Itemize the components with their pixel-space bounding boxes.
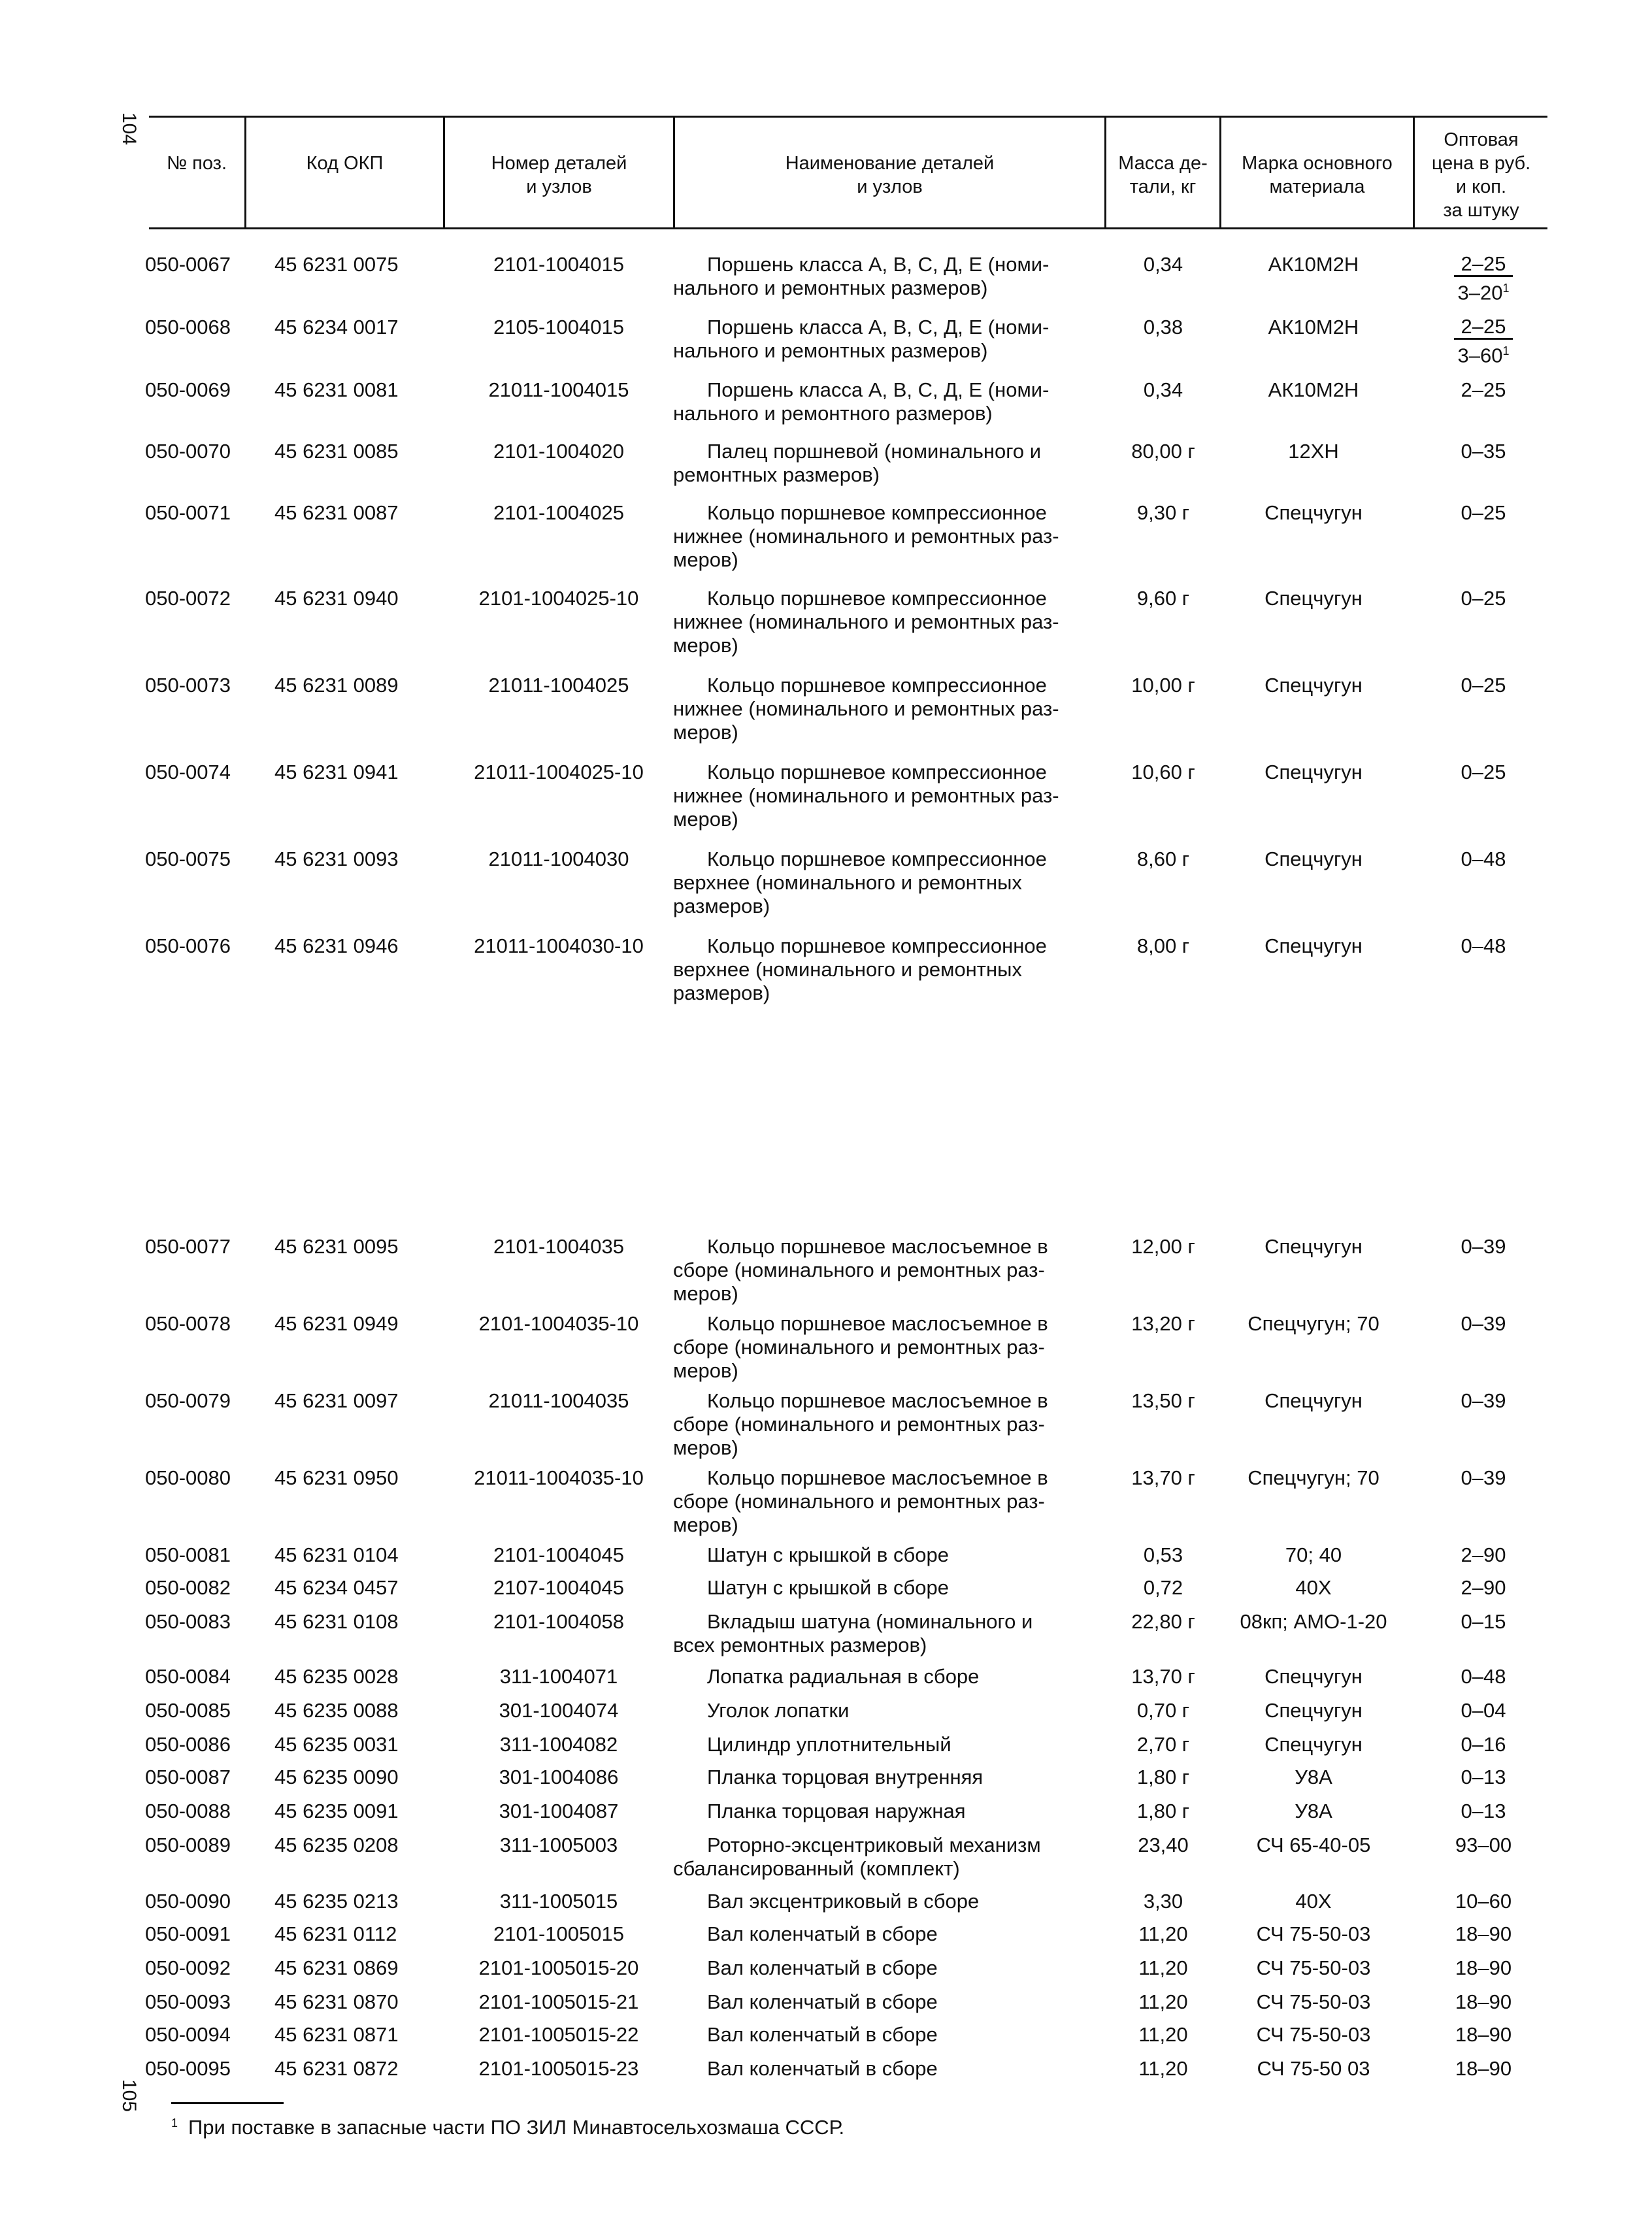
row-mass: 9,30 г xyxy=(1136,501,1190,524)
row-okp-code: 45 6231 0104 xyxy=(274,1543,399,1566)
row-mass: 13,70 г xyxy=(1131,1466,1195,1489)
row-price: 0–16 xyxy=(1461,1733,1506,1756)
row-mass: 8,60 г xyxy=(1136,848,1190,870)
row-part-name-line: меров) xyxy=(673,1436,738,1459)
header-part-line: Номер деталей xyxy=(491,153,627,174)
row-part-name xyxy=(673,848,1047,918)
row-material: СЧ 75-50-03 xyxy=(1256,2023,1371,2046)
row-mass: 11,20 xyxy=(1138,1922,1188,1945)
row-part-name-line: Вал коленчатый в сборе xyxy=(707,1990,938,2013)
row-price-fraction xyxy=(1454,316,1513,367)
row-position: 050-0092 xyxy=(145,1956,231,1979)
row-part-name-line: сбалансированный (комплект) xyxy=(673,1857,960,1880)
row-okp-code: 45 6234 0457 xyxy=(274,1576,399,1599)
row-price: 0–25 xyxy=(1461,587,1506,610)
row-material: Спецчугун xyxy=(1264,1699,1363,1722)
row-part-number: 311-1005003 xyxy=(499,1834,618,1856)
header-price-line: за штуку xyxy=(1443,200,1519,221)
row-part-name xyxy=(673,2023,938,2047)
row-part-name-line: Вал эксцентриковый в сборе xyxy=(707,1890,980,1913)
row-okp-code: 45 6234 0017 xyxy=(274,316,399,338)
row-position: 050-0093 xyxy=(145,1990,231,2013)
row-okp-code: 45 6235 0213 xyxy=(274,1890,399,1913)
row-mass: 1,80 г xyxy=(1136,1800,1190,1822)
row-price: 0–48 xyxy=(1461,848,1506,870)
header-material xyxy=(1221,152,1413,199)
row-position: 050-0081 xyxy=(145,1543,231,1566)
row-position: 050-0078 xyxy=(145,1312,231,1335)
row-mass: 13,50 г xyxy=(1131,1389,1195,1412)
row-price-numerator: 2–25 xyxy=(1454,316,1513,340)
row-part-name xyxy=(673,1956,938,1980)
row-part-name-line: всех ремонтных размеров) xyxy=(673,1634,927,1656)
row-part-name-line: Лопатка радиальная в сборе xyxy=(707,1665,980,1688)
header-price xyxy=(1415,128,1547,222)
row-part-name xyxy=(673,1922,938,1946)
row-part-name xyxy=(673,1235,1048,1306)
page-number-top: 104 xyxy=(118,112,140,146)
row-mass: 9,60 г xyxy=(1136,587,1190,610)
row-part-number: 2101-1004035 xyxy=(493,1235,624,1258)
row-part-number: 2101-1004025 xyxy=(493,501,624,524)
row-material: СЧ 75-50-03 xyxy=(1256,1956,1371,1979)
row-price-fraction xyxy=(1454,253,1513,304)
header-okp xyxy=(246,152,443,175)
row-part-name xyxy=(673,1610,1032,1657)
row-part-number: 2101-1004025-10 xyxy=(478,587,639,610)
row-part-name-line: Поршень класса А, В, С, Д, Е (номи- xyxy=(707,316,1049,338)
row-material: СЧ 65-40-05 xyxy=(1256,1834,1371,1856)
row-okp-code: 45 6235 0088 xyxy=(274,1699,399,1722)
row-mass: 11,20 xyxy=(1138,1956,1188,1979)
row-part-name xyxy=(673,316,1049,363)
row-part-number: 2101-1004020 xyxy=(493,440,624,463)
row-price: 0–35 xyxy=(1461,440,1506,463)
row-position: 050-0087 xyxy=(145,1766,231,1788)
row-okp-code: 45 6231 0870 xyxy=(274,1990,399,2013)
row-part-name xyxy=(673,1766,983,1789)
row-part-name-line: меров) xyxy=(673,1359,738,1382)
footnote-text: При поставке в запасные части ПО ЗИЛ Минавтосельхозмаша СССР. xyxy=(188,2116,845,2139)
row-material: СЧ 75-50-03 xyxy=(1256,1922,1371,1945)
row-position: 050-0084 xyxy=(145,1665,231,1688)
row-okp-code: 45 6231 0095 xyxy=(274,1235,399,1258)
row-part-name-line: Кольцо поршневое компрессионное xyxy=(707,501,1047,524)
row-mass: 22,80 г xyxy=(1131,1610,1195,1633)
row-part-number: 2101-1005015-23 xyxy=(478,2057,639,2080)
row-price xyxy=(1418,316,1549,367)
row-position: 050-0070 xyxy=(145,440,231,463)
row-part-name-line: меров) xyxy=(673,808,738,831)
row-part-name xyxy=(673,1576,949,1600)
row-position: 050-0071 xyxy=(145,501,231,524)
header-pos xyxy=(149,152,244,175)
header-mass-line: Масса де- xyxy=(1118,153,1208,174)
row-position: 050-0067 xyxy=(145,253,231,276)
row-part-name xyxy=(673,1466,1048,1537)
row-okp-code: 45 6231 0093 xyxy=(274,848,399,870)
row-part-name-line: Палец поршневой (номинального и xyxy=(707,440,1042,463)
row-part-number: 311-1005015 xyxy=(499,1890,618,1913)
row-part-name xyxy=(673,1699,849,1722)
row-part-name xyxy=(673,1800,966,1823)
row-price: 0–25 xyxy=(1461,674,1506,697)
row-okp-code: 45 6231 0085 xyxy=(274,440,399,463)
row-part-name-line: размеров) xyxy=(673,895,770,917)
row-okp-code: 45 6231 0949 xyxy=(274,1312,399,1335)
row-mass: 0,72 xyxy=(1143,1576,1183,1599)
row-material: Спецчугун xyxy=(1264,674,1363,697)
row-material: Спецчугун xyxy=(1264,587,1363,610)
row-price: 0–39 xyxy=(1461,1389,1506,1412)
row-material: Спецчугун xyxy=(1264,761,1363,783)
row-part-name-line: Уголок лопатки xyxy=(707,1699,850,1722)
header-bottom-rule xyxy=(149,227,1547,229)
row-part-number: 21011-1004025 xyxy=(488,674,629,697)
row-part-number: 2101-1005015-21 xyxy=(478,1990,639,2013)
row-part-name-line: размеров) xyxy=(673,981,770,1004)
row-part-name-line: Шатун с крышкой в сборе xyxy=(707,1543,949,1566)
row-part-name xyxy=(673,934,1047,1005)
row-material: 70; 40 xyxy=(1285,1543,1342,1566)
row-mass: 0,53 xyxy=(1143,1543,1183,1566)
row-part-name xyxy=(673,1733,951,1756)
row-part-name-line: нального и ремонтных размеров) xyxy=(673,276,988,299)
row-price: 18–90 xyxy=(1455,1990,1512,2013)
row-part-name-line: сборе (номинального и ремонтных раз- xyxy=(673,1259,1045,1281)
row-part-name-line: нижнее (номинального и ремонтных раз- xyxy=(673,784,1059,807)
row-material: Спецчугун xyxy=(1264,848,1363,870)
row-part-name xyxy=(673,587,1059,657)
row-position: 050-0086 xyxy=(145,1733,231,1756)
row-price: 0–39 xyxy=(1461,1466,1506,1489)
row-part-name-line: сборе (номинального и ремонтных раз- xyxy=(673,1490,1045,1513)
row-part-name xyxy=(673,761,1059,831)
row-price: 0–13 xyxy=(1461,1766,1506,1788)
row-part-number: 301-1004087 xyxy=(499,1800,619,1822)
row-mass: 12,00 г xyxy=(1131,1235,1195,1258)
row-part-number: 2105-1004015 xyxy=(493,316,624,338)
row-position: 050-0073 xyxy=(145,674,231,697)
row-part-name-line: верхнее (номинального и ремонтных xyxy=(673,871,1022,894)
row-mass: 10,60 г xyxy=(1131,761,1195,783)
row-okp-code: 45 6231 0075 xyxy=(274,253,399,276)
row-price-denominator xyxy=(1454,277,1513,304)
row-position: 050-0090 xyxy=(145,1890,231,1913)
row-position: 050-0088 xyxy=(145,1800,231,1822)
row-okp-code: 45 6235 0031 xyxy=(274,1733,399,1756)
row-part-name xyxy=(673,674,1059,744)
row-price xyxy=(1418,253,1549,305)
row-part-name xyxy=(673,1543,949,1567)
row-part-name-line: Цилиндр уплотнительный xyxy=(707,1733,951,1756)
row-price: 0–39 xyxy=(1461,1235,1506,1258)
row-position: 050-0095 xyxy=(145,2057,231,2080)
row-material: Спецчугун xyxy=(1264,1665,1363,1688)
row-part-name-line: Кольцо поршневое компрессионное xyxy=(707,934,1047,957)
row-part-number: 2101-1004058 xyxy=(493,1610,624,1633)
row-material: Спецчугун; 70 xyxy=(1247,1466,1379,1489)
row-okp-code: 45 6231 0097 xyxy=(274,1389,399,1412)
row-part-number: 2101-1004035-10 xyxy=(478,1312,639,1335)
row-position: 050-0089 xyxy=(145,1834,231,1856)
row-position: 050-0080 xyxy=(145,1466,231,1489)
row-okp-code: 45 6231 0087 xyxy=(274,501,399,524)
row-part-name-line: Поршень класса А, В, С, Д, Е (номи- xyxy=(707,378,1049,401)
row-okp-code: 45 6231 0089 xyxy=(274,674,399,697)
row-part-name-line: меров) xyxy=(673,634,738,657)
row-part-number: 301-1004074 xyxy=(499,1699,619,1722)
row-material: АК10М2Н xyxy=(1268,316,1359,338)
footnote-rule xyxy=(171,2102,284,2104)
header-material-line: материала xyxy=(1269,176,1365,197)
row-material: Спецчугун xyxy=(1264,1733,1363,1756)
header-part xyxy=(445,152,673,199)
row-price: 18–90 xyxy=(1455,1922,1512,1945)
row-part-name-line: Кольцо поршневое компрессионное xyxy=(707,587,1047,610)
row-part-name xyxy=(673,440,1041,487)
row-part-name-line: нального и ремонтного размеров) xyxy=(673,402,993,425)
row-price: 2–90 xyxy=(1461,1543,1506,1566)
row-part-name-line: Кольцо поршневое маслосъемное в xyxy=(707,1389,1048,1412)
row-okp-code: 45 6231 0108 xyxy=(274,1610,399,1633)
row-mass: 0,38 xyxy=(1143,316,1183,338)
row-part-name-line: нижнее (номинального и ремонтных раз- xyxy=(673,610,1059,633)
row-part-number: 21011-1004035 xyxy=(488,1389,629,1412)
row-mass: 3,30 xyxy=(1143,1890,1183,1913)
header-price-line: цена в руб. xyxy=(1431,153,1531,174)
row-material: СЧ 75-50 03 xyxy=(1257,2057,1370,2080)
row-price-denominator xyxy=(1454,340,1513,367)
row-part-name-line: Вал коленчатый в сборе xyxy=(707,1956,938,1979)
row-part-name xyxy=(673,1389,1048,1460)
row-part-name-line: нижнее (номинального и ремонтных раз- xyxy=(673,525,1059,548)
row-part-name-line: Вал коленчатый в сборе xyxy=(707,2057,938,2080)
row-material: Спецчугун; 70 xyxy=(1247,1312,1379,1335)
row-part-name xyxy=(673,501,1059,572)
row-material: 12ХН xyxy=(1288,440,1339,463)
row-material: Спецчугун xyxy=(1264,1389,1363,1412)
row-part-name-line: меров) xyxy=(673,721,738,744)
row-okp-code: 45 6231 0946 xyxy=(274,934,399,957)
row-part-number: 21011-1004035-10 xyxy=(474,1466,644,1489)
row-part-number: 301-1004086 xyxy=(499,1766,619,1788)
row-mass: 2,70 г xyxy=(1136,1733,1190,1756)
row-okp-code: 45 6231 0941 xyxy=(274,761,399,783)
row-part-name-line: Шатун с крышкой в сборе xyxy=(707,1576,949,1599)
row-okp-code: 45 6235 0091 xyxy=(274,1800,399,1822)
header-part-line: и узлов xyxy=(526,176,592,197)
row-part-number: 311-1004071 xyxy=(499,1665,618,1688)
row-part-number: 2101-1005015-22 xyxy=(478,2023,639,2046)
row-price-footnote-mark: 1 xyxy=(1502,282,1510,295)
row-part-number: 2101-1004015 xyxy=(493,253,624,276)
row-mass: 0,70 г xyxy=(1136,1699,1190,1722)
row-position: 050-0094 xyxy=(145,2023,231,2046)
row-part-name xyxy=(673,1990,938,2014)
row-mass: 0,34 xyxy=(1143,253,1183,276)
row-part-name-line: Поршень класса А, В, С, Д, Е (номи- xyxy=(707,253,1049,276)
row-material: Спецчугун xyxy=(1264,501,1363,524)
row-price: 0–39 xyxy=(1461,1312,1506,1335)
header-name-line: Наименование деталей xyxy=(785,153,995,174)
header-mass xyxy=(1106,152,1219,199)
footnote xyxy=(171,2116,844,2139)
row-part-number: 2101-1004045 xyxy=(493,1543,624,1566)
row-part-name-line: Вкладыш шатуна (номинального и xyxy=(707,1610,1033,1633)
row-part-number: 21011-1004030-10 xyxy=(474,934,644,957)
row-price: 18–90 xyxy=(1455,2023,1512,2046)
row-price: 0–25 xyxy=(1461,501,1506,524)
row-okp-code: 45 6235 0208 xyxy=(274,1834,399,1856)
row-mass: 11,20 xyxy=(1138,2057,1188,2080)
row-position: 050-0085 xyxy=(145,1699,231,1722)
row-mass: 13,70 г xyxy=(1131,1665,1195,1688)
header-pos-line: № поз. xyxy=(166,153,227,174)
row-material: АК10М2Н xyxy=(1268,378,1359,401)
row-price: 2–25 xyxy=(1461,378,1506,401)
row-price-denominator-value: 3–60 xyxy=(1457,344,1503,367)
row-part-name xyxy=(673,1890,979,1913)
row-part-number: 21011-1004025-10 xyxy=(474,761,644,783)
row-part-name-line: сборе (номинального и ремонтных раз- xyxy=(673,1336,1045,1358)
row-material: 40Х xyxy=(1295,1576,1332,1599)
row-okp-code: 45 6231 0872 xyxy=(274,2057,399,2080)
row-part-name-line: меров) xyxy=(673,1282,738,1305)
header-name xyxy=(675,152,1104,199)
row-position: 050-0091 xyxy=(145,1922,231,1945)
row-okp-code: 45 6231 0950 xyxy=(274,1466,399,1489)
row-price: 10–60 xyxy=(1455,1890,1512,1913)
row-position: 050-0079 xyxy=(145,1389,231,1412)
row-mass: 11,20 xyxy=(1138,2023,1188,2046)
row-part-name-line: Кольцо поршневое компрессионное xyxy=(707,674,1047,697)
row-mass: 10,00 г xyxy=(1131,674,1195,697)
row-okp-code: 45 6231 0869 xyxy=(274,1956,399,1979)
row-mass: 1,80 г xyxy=(1136,1766,1190,1788)
row-part-name-line: Планка торцовая внутренняя xyxy=(707,1766,983,1788)
row-price: 18–90 xyxy=(1455,1956,1512,1979)
row-price-denominator-value: 3–20 xyxy=(1457,281,1503,305)
row-price: 0–04 xyxy=(1461,1699,1506,1722)
row-part-name xyxy=(673,1312,1048,1383)
header-okp-line: Код ОКП xyxy=(306,153,384,174)
row-material: У8А xyxy=(1295,1800,1332,1822)
row-material: 08кп; АМО-1-20 xyxy=(1240,1610,1387,1633)
row-mass: 23,40 xyxy=(1138,1834,1189,1856)
row-part-name-line: меров) xyxy=(673,1513,738,1536)
row-position: 050-0076 xyxy=(145,934,231,957)
row-part-number: 2107-1004045 xyxy=(493,1576,624,1599)
row-mass: 13,20 г xyxy=(1131,1312,1195,1335)
row-part-name-line: нижнее (номинального и ремонтных раз- xyxy=(673,697,1059,720)
row-price: 0–48 xyxy=(1461,1665,1506,1688)
row-price-numerator: 2–25 xyxy=(1454,253,1513,277)
footnote-mark: 1 xyxy=(171,2116,178,2130)
row-okp-code: 45 6235 0090 xyxy=(274,1766,399,1788)
page-number-bottom: 105 xyxy=(118,2079,140,2113)
row-mass: 0,34 xyxy=(1143,378,1183,401)
row-part-number: 311-1004082 xyxy=(499,1733,618,1756)
header-price-line: и коп. xyxy=(1455,176,1507,197)
row-part-name-line: Роторно-эксцентриковый механизм xyxy=(707,1834,1041,1856)
row-price: 0–48 xyxy=(1461,934,1506,957)
row-material: Спецчугун xyxy=(1264,934,1363,957)
row-material: Спецчугун xyxy=(1264,1235,1363,1258)
row-price: 2–90 xyxy=(1461,1576,1506,1599)
header-price-line: Оптовая xyxy=(1444,129,1519,150)
row-part-name-line: меров) xyxy=(673,548,738,571)
row-part-name-line: ремонтных размеров) xyxy=(673,463,880,486)
row-part-name-line: нального и ремонтных размеров) xyxy=(673,339,988,362)
row-part-name-line: верхнее (номинального и ремонтных xyxy=(673,958,1022,981)
header-material-line: Марка основного xyxy=(1242,153,1393,174)
row-part-name xyxy=(673,1665,979,1688)
row-material: АК10М2Н xyxy=(1268,253,1359,276)
row-mass: 8,00 г xyxy=(1136,934,1190,957)
row-okp-code: 45 6231 0871 xyxy=(274,2023,399,2046)
row-position: 050-0082 xyxy=(145,1576,231,1599)
row-position: 050-0069 xyxy=(145,378,231,401)
row-mass: 80,00 г xyxy=(1131,440,1195,463)
row-okp-code: 45 6231 0940 xyxy=(274,587,399,610)
row-okp-code: 45 6231 0081 xyxy=(274,378,399,401)
row-price: 0–13 xyxy=(1461,1800,1506,1822)
row-position: 050-0072 xyxy=(145,587,231,610)
row-part-name-line: Кольцо поршневое маслосъемное в xyxy=(707,1466,1048,1489)
row-position: 050-0077 xyxy=(145,1235,231,1258)
row-part-number: 2101-1005015-20 xyxy=(478,1956,639,1979)
row-part-name-line: Вал коленчатый в сборе xyxy=(707,1922,938,1945)
row-part-name-line: Вал коленчатый в сборе xyxy=(707,2023,938,2046)
row-part-name xyxy=(673,1834,1041,1881)
row-part-name-line: Кольцо поршневое маслосъемное в xyxy=(707,1235,1048,1258)
row-part-name xyxy=(673,253,1049,300)
row-part-number: 2101-1005015 xyxy=(493,1922,624,1945)
row-position: 050-0075 xyxy=(145,848,231,870)
row-part-name-line: Планка торцовая наружная xyxy=(707,1800,966,1822)
row-part-name-line: Кольцо поршневое компрессионное xyxy=(707,848,1047,870)
row-price: 0–15 xyxy=(1461,1610,1506,1633)
header-mass-line: тали, кг xyxy=(1129,176,1197,197)
row-position: 050-0074 xyxy=(145,761,231,783)
row-part-name xyxy=(673,2057,938,2081)
row-part-number: 21011-1004015 xyxy=(488,378,629,401)
row-okp-code: 45 6235 0028 xyxy=(274,1665,399,1688)
row-price: 18–90 xyxy=(1455,2057,1512,2080)
row-part-name-line: Кольцо поршневое компрессионное xyxy=(707,761,1047,783)
row-material: 40Х xyxy=(1295,1890,1332,1913)
row-part-number: 21011-1004030 xyxy=(488,848,629,870)
row-price: 93–00 xyxy=(1455,1834,1512,1856)
row-material: СЧ 75-50-03 xyxy=(1256,1990,1371,2013)
row-part-name xyxy=(673,378,1049,425)
header-top-rule xyxy=(149,116,1547,118)
row-part-name-line: сборе (номинального и ремонтных раз- xyxy=(673,1413,1045,1436)
row-position: 050-0083 xyxy=(145,1610,231,1633)
row-price-footnote-mark: 1 xyxy=(1502,344,1510,357)
row-okp-code: 45 6231 0112 xyxy=(274,1922,397,1945)
row-price: 0–25 xyxy=(1461,761,1506,783)
row-part-name-line: Кольцо поршневое маслосъемное в xyxy=(707,1312,1048,1335)
row-position: 050-0068 xyxy=(145,316,231,338)
header-name-line: и узлов xyxy=(857,176,923,197)
row-material: У8А xyxy=(1295,1766,1332,1788)
row-mass: 11,20 xyxy=(1138,1990,1188,2013)
